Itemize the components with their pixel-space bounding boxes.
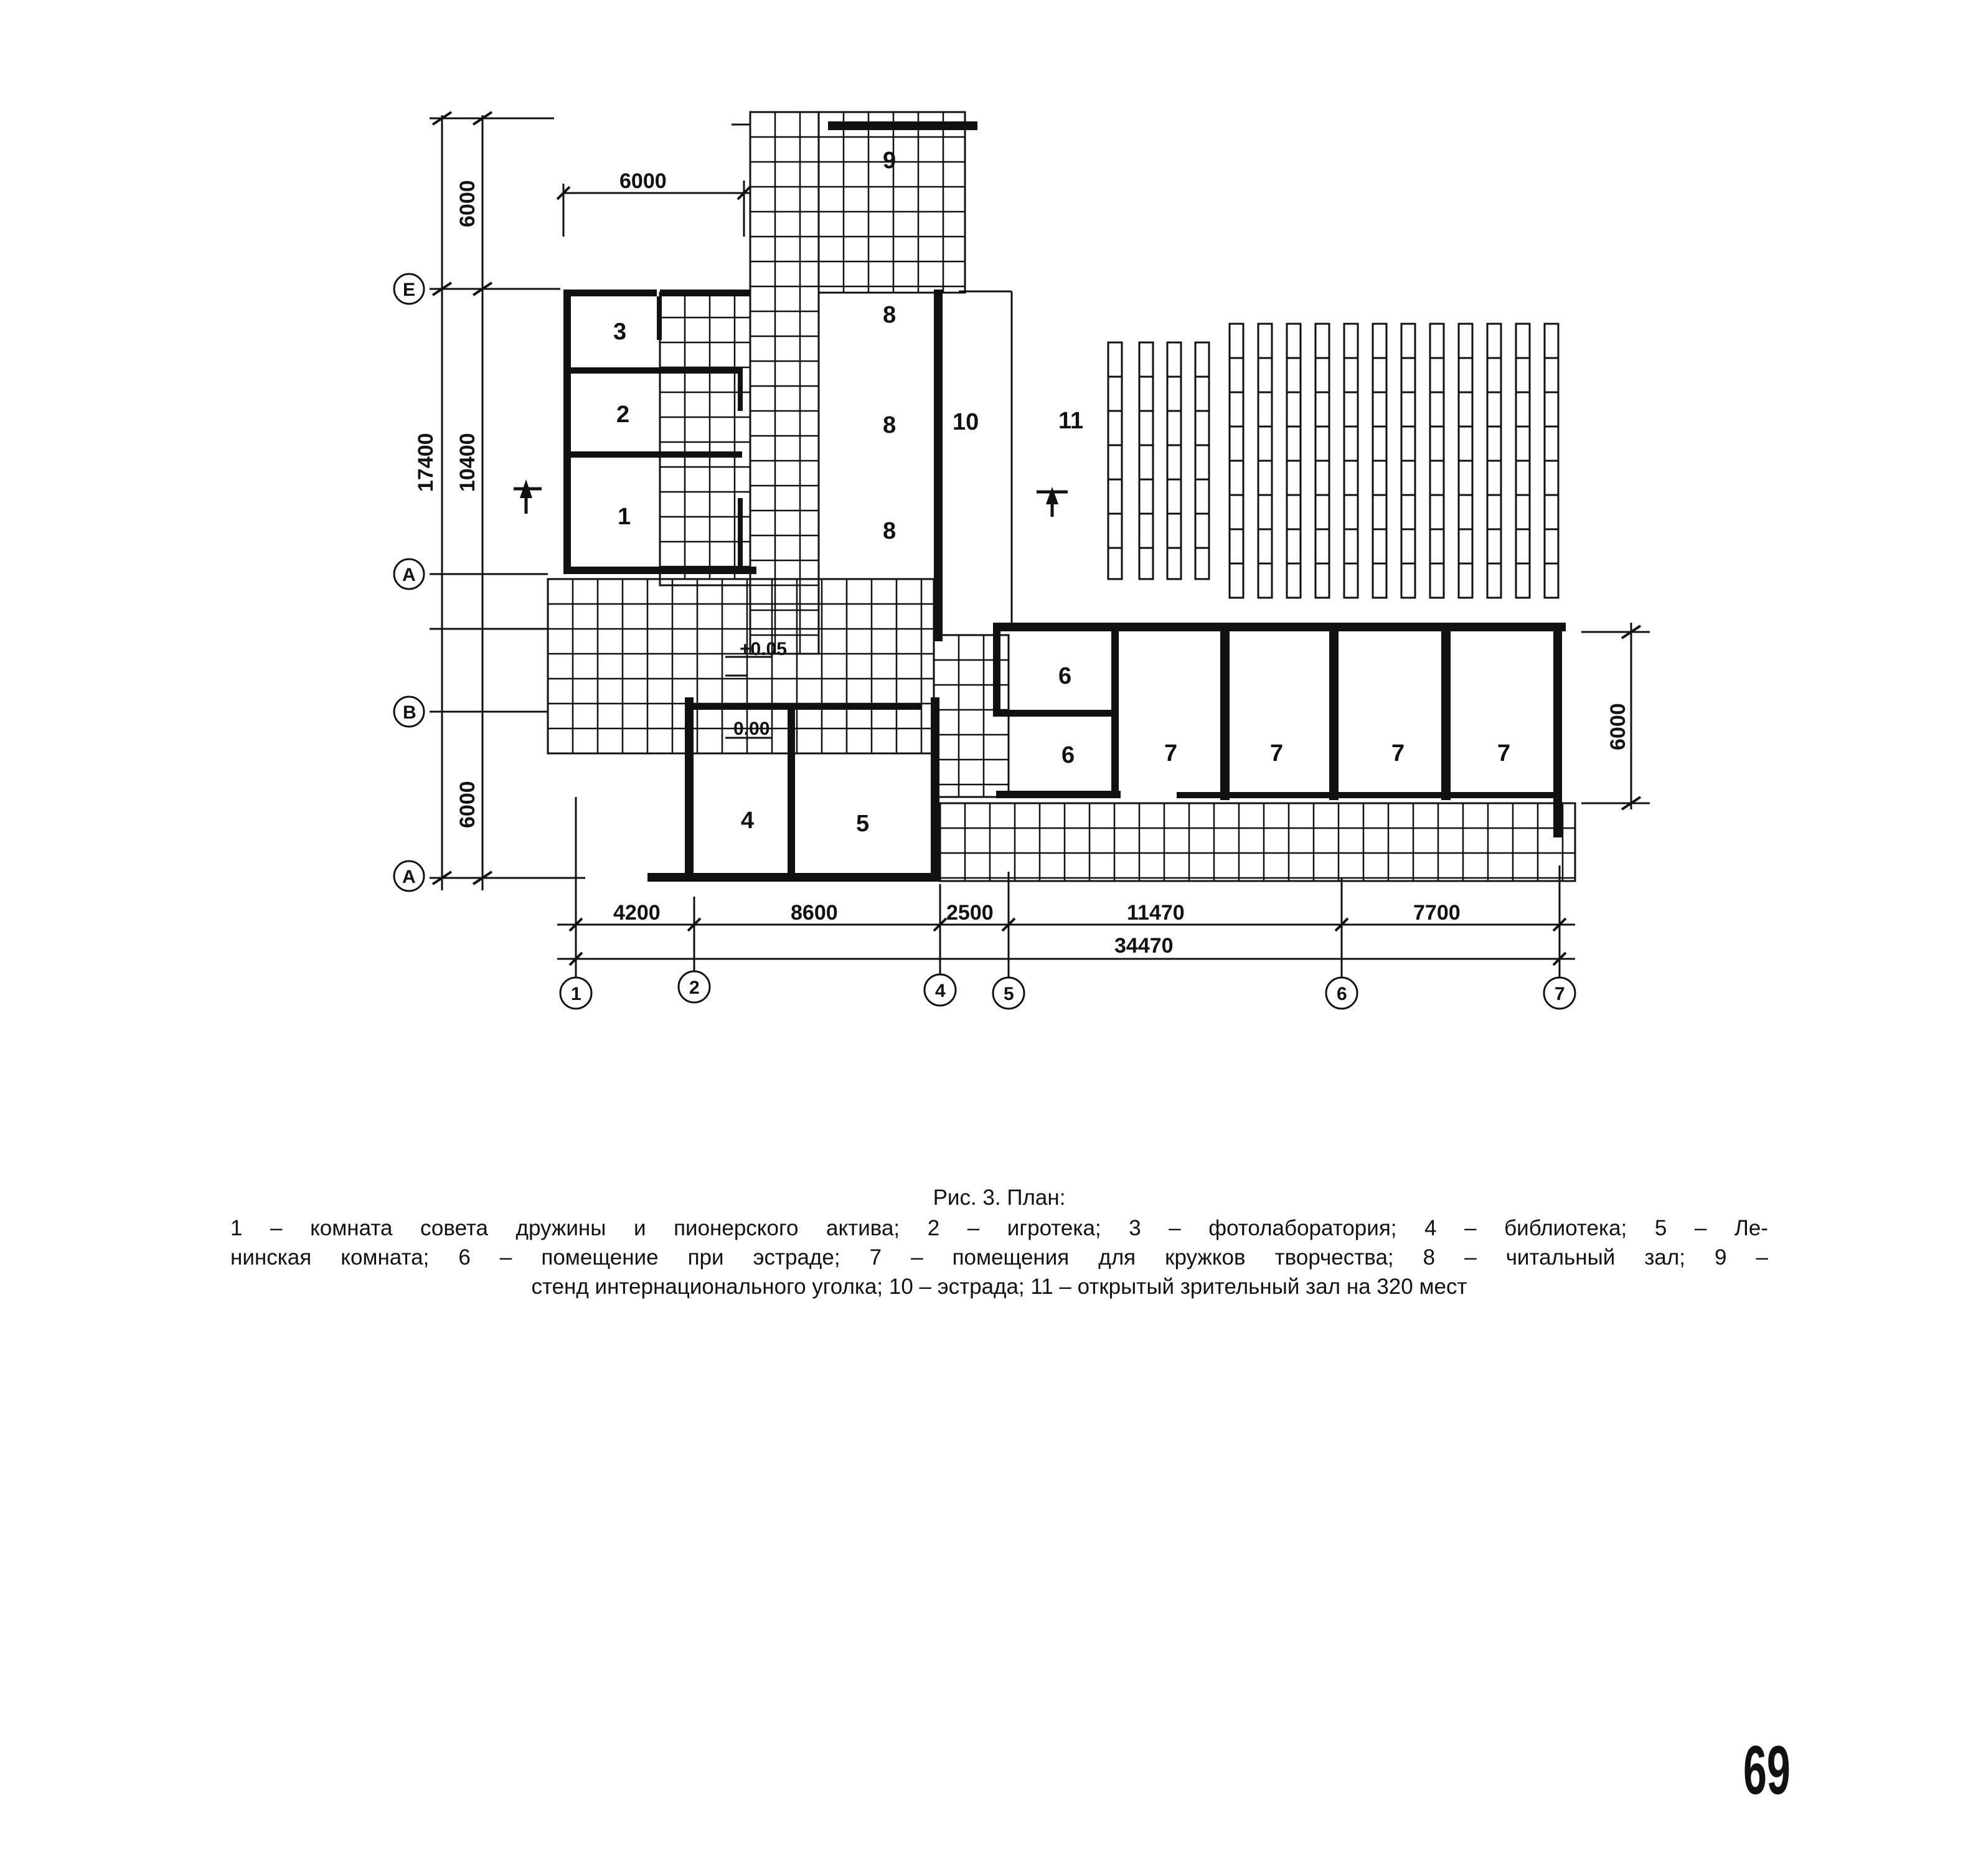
entrance-arrows <box>514 489 1068 517</box>
dimension-label-top: 6000 <box>619 169 667 193</box>
dimension-label-2500: 2500 <box>946 901 994 925</box>
seating-row <box>1108 342 1122 579</box>
room-4-label: 4 <box>741 808 755 834</box>
dimension-label-right: 6000 <box>1606 703 1630 750</box>
axis-label-7: 7 <box>1555 984 1565 1004</box>
axis-label-a-upper: A <box>402 565 416 585</box>
caption-line: стенд интернационального уголка; 10 – эстрада; 11 – открытый зрительный зал на 320 мест <box>531 1275 1467 1299</box>
seating-row <box>1167 342 1181 579</box>
dimension-label-4200: 4200 <box>613 901 661 925</box>
axis-label-6: 6 <box>1337 984 1347 1004</box>
axis-markers <box>394 274 1575 1009</box>
dimension-label-left-total: 17400 <box>414 433 438 492</box>
axis-label-a-lower: A <box>402 867 416 887</box>
level-mark-lower: 0.00 <box>733 719 770 739</box>
room-8-label: 8 <box>883 518 897 544</box>
caption-line: нинская комната; 6 – помещение при эстраде; 7 – помещения для кружков творчества; 8 – читальный зал; 9 – <box>230 1245 1768 1270</box>
room-7-label: 7 <box>1270 740 1284 766</box>
room-6-label: 6 <box>1058 663 1072 689</box>
figure-caption <box>230 1183 1768 1301</box>
axis-label-b: B <box>403 702 416 723</box>
arrow-heads <box>520 479 1058 504</box>
axis-label-e: E <box>403 280 416 300</box>
room-8-label: 8 <box>883 302 897 328</box>
room-7-label: 7 <box>1164 740 1178 766</box>
room-10-label: 10 <box>953 409 979 435</box>
page-number: 69 <box>1743 1732 1791 1809</box>
dimension-label-total: 34470 <box>1114 934 1174 958</box>
dimension-label-left-middle: 10400 <box>456 433 479 492</box>
seating-row <box>1139 342 1153 579</box>
axis-label-2: 2 <box>689 978 700 998</box>
room-6-label: 6 <box>1061 742 1075 768</box>
seating-row <box>1195 342 1209 579</box>
room-2-label: 2 <box>616 402 630 428</box>
room-7-label: 7 <box>1391 740 1405 766</box>
dimension-labels <box>414 169 1630 958</box>
room-5-label: 5 <box>856 811 870 837</box>
room-9-label: 9 <box>883 148 897 174</box>
dimension-label-7700: 7700 <box>1413 901 1461 925</box>
room-1-label: 1 <box>618 504 631 530</box>
dimension-label-left-top: 6000 <box>456 180 479 227</box>
room-7-label: 7 <box>1497 740 1511 766</box>
room-8-label: 8 <box>883 412 897 438</box>
caption-line: 1 – комната совета дружины и пионерского актива; 2 – игротека; 3 – фотолаборатория; 4 – библиотека; 5 – Ле- <box>230 1216 1768 1240</box>
dimension-label-left-bottom: 6000 <box>456 781 479 828</box>
level-mark-upper: +0.05 <box>740 639 787 659</box>
dimension-label-8600: 8600 <box>791 901 838 925</box>
open-air-seating-rows <box>1108 324 1558 598</box>
axis-label-5: 5 <box>1004 984 1014 1004</box>
axis-label-1: 1 <box>571 984 581 1004</box>
caption-title: Рис. 3. План: <box>933 1185 1066 1210</box>
dimension-label-11470: 11470 <box>1127 901 1185 925</box>
room-3-label: 3 <box>613 319 627 345</box>
axis-label-4: 4 <box>935 981 946 1001</box>
room-11-label: 11 <box>1058 408 1084 434</box>
